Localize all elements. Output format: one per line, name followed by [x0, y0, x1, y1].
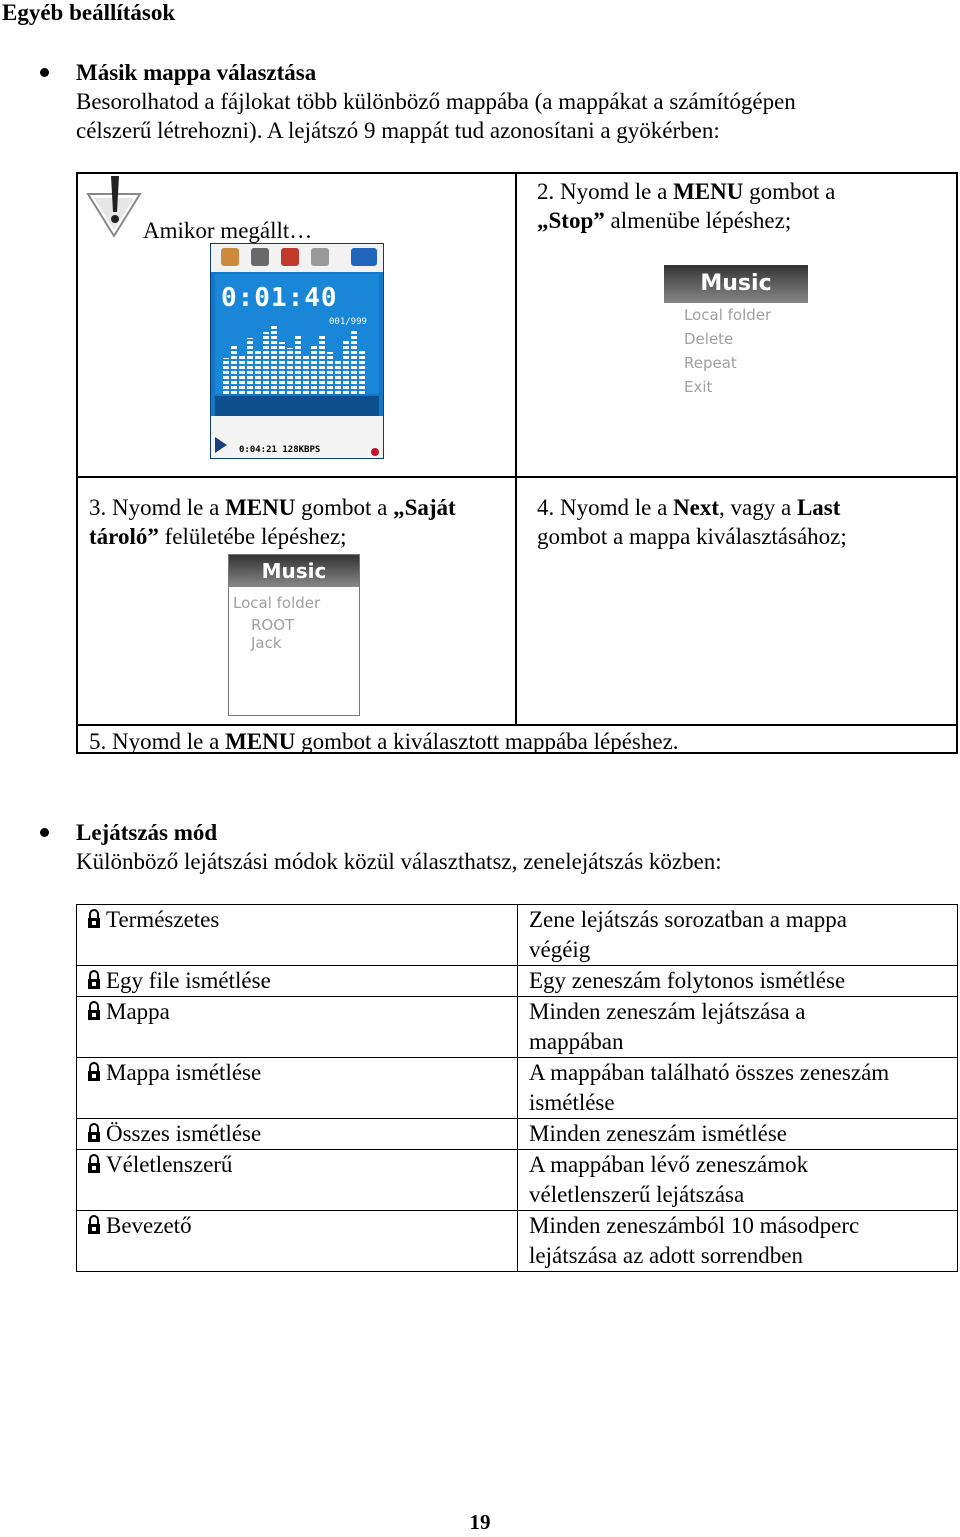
section2-title: Lejátszás mód	[76, 820, 218, 845]
lock-icon	[87, 909, 101, 929]
mode-desc: Minden zeneszám ismétlése	[529, 1121, 788, 1146]
stop-menu-header: Music	[664, 265, 808, 303]
lock-icon	[87, 1062, 101, 1082]
mode-desc: ismétlése	[529, 1090, 615, 1115]
warning-icon	[86, 174, 142, 238]
stop-menu-item: Delete	[684, 330, 734, 348]
table-row	[77, 1119, 958, 1150]
section2-desc: Különböző lejátszási módok közül választhatsz, zenelejátszás közben:	[76, 849, 722, 874]
player-time: 0:01:40	[221, 283, 338, 313]
lock-icon	[87, 1123, 101, 1143]
lock-icon	[87, 1154, 101, 1174]
page-number: 19	[469, 1510, 491, 1534]
step1-text: Amikor megállt…	[143, 218, 313, 243]
section1-title: Másik mappa választása	[76, 60, 317, 85]
step5-text: 5. Nyomd le a MENU gombot a kiválasztott mappába lépéshez.	[89, 729, 679, 754]
lock-icon	[87, 970, 101, 990]
mode-desc: mappában	[529, 1029, 624, 1054]
mode-name: Véletlenszerű	[106, 1152, 233, 1177]
steps-grid	[76, 172, 958, 754]
step3-text-line2: tároló” felületébe lépéshez;	[89, 524, 347, 549]
mode-name: Mappa ismétlése	[106, 1060, 262, 1085]
mode-desc: A mappában található összes zeneszám	[529, 1060, 890, 1085]
mode-name: Összes ismétlése	[106, 1121, 262, 1146]
table-row	[77, 966, 958, 997]
stop-menu-item: Local folder	[684, 306, 772, 324]
play-mode-table	[76, 904, 958, 1272]
mode-desc: Egy zeneszám folytonos ismétlése	[529, 968, 846, 993]
mode-name: Egy file ismétlése	[106, 968, 271, 993]
player-stats: 0:04:21 128KBPS	[239, 445, 321, 455]
stop-menu-item: Repeat	[684, 354, 737, 372]
step4-text: 4. Nyomd le a Next, vagy a Last	[537, 495, 841, 520]
folder-menu-header: Music	[229, 555, 359, 587]
table-row	[77, 1211, 958, 1272]
mode-desc: Zene lejátszás sorozatban a mappa	[529, 907, 848, 932]
section1-desc-line2: célszerű létrehozni). A lejátszó 9 mappát tud azonosítani a gyökérben:	[76, 118, 720, 143]
bullet-section2	[40, 828, 49, 837]
folder-menu-screenshot	[228, 554, 360, 716]
lock-icon	[87, 1215, 101, 1235]
mode-name: Bevezető	[106, 1213, 192, 1238]
mode-name: Természetes	[106, 907, 220, 932]
mode-desc: véletlenszerű lejátszása	[529, 1182, 745, 1207]
page-heading: Egyéb beállítások	[2, 0, 176, 25]
bullet-section1	[40, 68, 49, 77]
folder-menu-item: ROOT	[251, 616, 295, 634]
step3-text: 3. Nyomd le a MENU gombot a „Saját	[89, 495, 456, 520]
mode-desc: végéig	[529, 937, 591, 962]
mode-desc: Minden zeneszám lejátszása a	[529, 999, 806, 1024]
mode-desc: Minden zeneszámból 10 másodperc	[529, 1213, 860, 1238]
table-row	[77, 1150, 958, 1211]
stop-menu-item: Exit	[684, 378, 713, 396]
step4-text-line2: gombot a mappa kiválasztásához;	[537, 524, 847, 549]
equalizer-bars	[223, 322, 373, 394]
player-track-count: 001/999	[329, 317, 367, 327]
step2-text-line2: „Stop” almenübe lépéshez;	[537, 208, 792, 233]
folder-menu-item: Local folder	[233, 594, 321, 612]
record-dot-icon	[371, 448, 379, 456]
mode-desc: lejátszása az adott sorrendben	[529, 1243, 803, 1268]
table-row	[77, 1058, 958, 1119]
step2-text: 2. Nyomd le a MENU gombot a	[537, 179, 836, 204]
lock-icon	[87, 1001, 101, 1021]
folder-menu-item: Jack	[251, 634, 282, 652]
table-row	[77, 997, 958, 1058]
mode-desc: A mappában lévő zeneszámok	[529, 1152, 809, 1177]
play-icon	[215, 437, 227, 453]
stop-menu-screenshot	[664, 265, 810, 397]
table-row	[77, 905, 958, 966]
section1-desc-line1: Besorolhatod a fájlokat több különböző mappába (a mappákat a számítógépen	[76, 89, 796, 114]
player-screenshot	[210, 243, 384, 459]
mode-name: Mappa	[106, 999, 170, 1024]
